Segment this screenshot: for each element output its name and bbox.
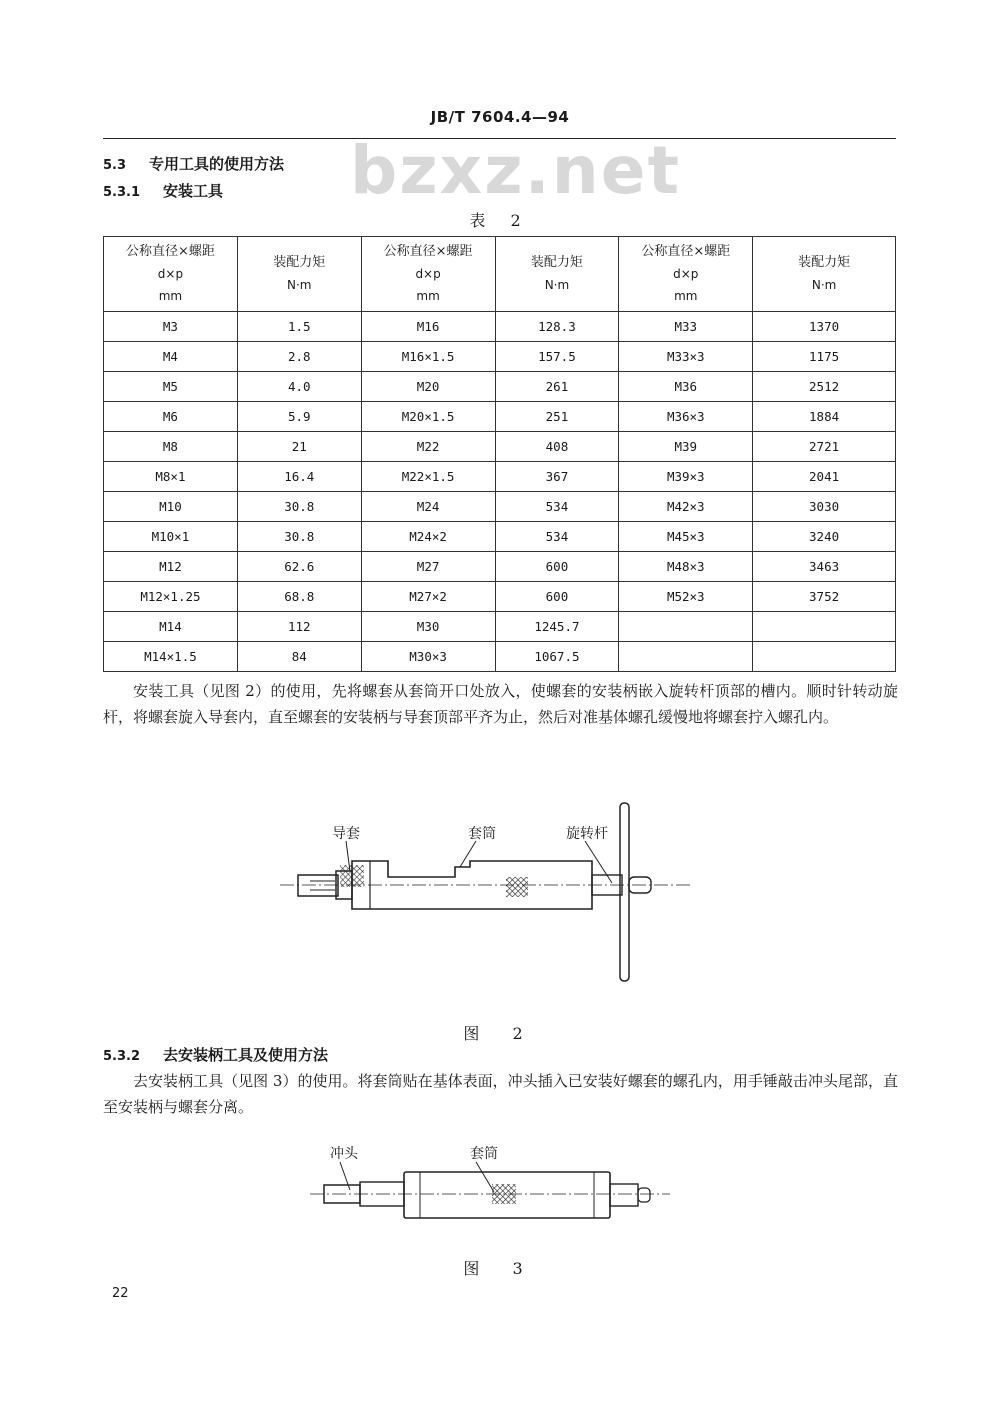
cell-torque: 3240: [753, 522, 896, 552]
cell-diameter: M30: [361, 612, 495, 642]
cell-torque: 84: [237, 642, 361, 672]
cell-diameter: M12×1.25: [104, 582, 238, 612]
cell-diameter: M48×3: [619, 552, 753, 582]
cell-torque: 1884: [753, 402, 896, 432]
cell-torque: 2041: [753, 462, 896, 492]
figure-2-caption: 图 2: [463, 1024, 537, 1043]
table-row: [104, 312, 896, 342]
table-row: [104, 522, 896, 552]
cell-torque: 5.9: [237, 402, 361, 432]
cell-torque: 1067.5: [495, 642, 619, 672]
cell-diameter: M8: [104, 432, 238, 462]
cell-diameter: M22×1.5: [361, 462, 495, 492]
cell-diameter: M4: [104, 342, 238, 372]
cell-diameter: M39: [619, 432, 753, 462]
cell-torque: 4.0: [237, 372, 361, 402]
table-row: [104, 552, 896, 582]
cell-diameter: M16×1.5: [361, 342, 495, 372]
cell-diameter: M33: [619, 312, 753, 342]
column-header-torque: [753, 237, 896, 312]
figure-2-drawing: [280, 795, 700, 995]
cell-diameter: M52×3: [619, 582, 753, 612]
cell-diameter: M36×3: [619, 402, 753, 432]
cell-diameter: [619, 612, 753, 642]
cell-diameter: M14×1.5: [104, 642, 238, 672]
cell-torque: 1.5: [237, 312, 361, 342]
header-unit: mm: [416, 289, 440, 303]
cell-diameter: M6: [104, 402, 238, 432]
header-text: 装配力矩: [273, 255, 326, 270]
figure-3-caption: 图 3: [463, 1259, 537, 1278]
cell-torque: 408: [495, 432, 619, 462]
header-unit: mm: [674, 289, 698, 303]
cell-torque: 30.8: [237, 492, 361, 522]
cell-diameter: M16: [361, 312, 495, 342]
cell-torque: 600: [495, 582, 619, 612]
cell-torque: 21: [237, 432, 361, 462]
cell-torque: 157.5: [495, 342, 619, 372]
table-row: [104, 582, 896, 612]
header-unit: N·m: [811, 278, 837, 292]
cell-torque: 534: [495, 492, 619, 522]
header-text: 公称直径×螺距: [383, 244, 473, 259]
figure-3-label-sleeve: 套筒: [470, 1146, 498, 1162]
cell-torque: [753, 642, 896, 672]
cell-torque: 3463: [753, 552, 896, 582]
cell-diameter: M10×1: [104, 522, 238, 552]
section-number: 5.3: [103, 158, 127, 173]
cell-diameter: M3: [104, 312, 238, 342]
figure-3-drawing: [310, 1140, 680, 1240]
cell-torque: 2.8: [237, 342, 361, 372]
column-header-diameter: [619, 237, 753, 312]
cell-diameter: M33×3: [619, 342, 753, 372]
table-header-row: [104, 237, 896, 312]
header-text: 公称直径×螺距: [641, 244, 731, 259]
header-unit: mm: [158, 289, 183, 303]
table-row: [104, 492, 896, 522]
table-row: [104, 342, 896, 372]
header-symbol: d×p: [673, 267, 699, 281]
cell-torque: 1245.7: [495, 612, 619, 642]
header-symbol: d×p: [415, 267, 441, 281]
section-title: 专用工具的使用方法: [149, 155, 285, 173]
table-caption: 表 2: [469, 211, 531, 230]
cell-torque: 68.8: [237, 582, 361, 612]
section-5-3-1-heading: [103, 180, 223, 201]
cell-torque: 2512: [753, 372, 896, 402]
cell-diameter: M45×3: [619, 522, 753, 552]
cell-torque: 1175: [753, 342, 896, 372]
cell-torque: 600: [495, 552, 619, 582]
cell-diameter: M22: [361, 432, 495, 462]
cell-diameter: M24: [361, 492, 495, 522]
cell-diameter: M14: [104, 612, 238, 642]
table-row: [104, 612, 896, 642]
cell-diameter: M12: [104, 552, 238, 582]
column-header-diameter: [104, 237, 238, 312]
table-row: [104, 432, 896, 462]
table-row: [104, 642, 896, 672]
cell-diameter: M27×2: [361, 582, 495, 612]
torque-table: [103, 236, 896, 672]
header-unit: N·m: [287, 278, 312, 292]
column-header-diameter: [361, 237, 495, 312]
header-text: 装配力矩: [798, 255, 851, 270]
watermark: bzxz.net: [350, 132, 682, 209]
figure-2-label-guide: 导套: [332, 826, 360, 842]
section-title: 安装工具: [163, 182, 224, 200]
cell-torque: 3030: [753, 492, 896, 522]
column-header-torque: [495, 237, 619, 312]
section-5-3-heading: [103, 153, 284, 174]
cell-diameter: M20: [361, 372, 495, 402]
cell-torque: 30.8: [237, 522, 361, 552]
cell-diameter: M10: [104, 492, 238, 522]
cell-diameter: M20×1.5: [361, 402, 495, 432]
header-unit: N·m: [544, 278, 570, 292]
cell-torque: 112: [237, 612, 361, 642]
cell-torque: 261: [495, 372, 619, 402]
cell-torque: 2721: [753, 432, 896, 462]
section-5-3-2-heading: [103, 1044, 328, 1065]
header-text: 装配力矩: [530, 255, 583, 270]
cell-torque: 367: [495, 462, 619, 492]
cell-torque: 251: [495, 402, 619, 432]
document-header-code: JB/T 7604.4—94: [430, 108, 570, 126]
cell-diameter: M36: [619, 372, 753, 402]
cell-diameter: M39×3: [619, 462, 753, 492]
column-header-torque: [237, 237, 361, 312]
cell-torque: 1370: [753, 312, 896, 342]
table-row: [104, 372, 896, 402]
cell-torque: 128.3: [495, 312, 619, 342]
cell-torque: 534: [495, 522, 619, 552]
table-row: [104, 402, 896, 432]
table-body: [104, 312, 896, 672]
remove-paragraph: 去安装柄工具（见图 3）的使用。将套筒贴在基体表面，冲头插入已安装好螺套的螺孔内，用手锤敲击冲头尾部，直至安装柄与螺套分离。: [103, 1072, 898, 1116]
figure-2-label-rod: 旋转杆: [566, 826, 608, 842]
table-row: [104, 462, 896, 492]
cell-diameter: M5: [104, 372, 238, 402]
cell-diameter: M27: [361, 552, 495, 582]
header-symbol: d×p: [157, 267, 184, 281]
figure-3-label-punch: 冲头: [330, 1146, 358, 1162]
cell-torque: 62.6: [237, 552, 361, 582]
page-number: 22: [112, 1286, 129, 1301]
header-text: 公称直径×螺距: [125, 244, 215, 259]
cell-torque: 16.4: [237, 462, 361, 492]
install-paragraph: 安装工具（见图 2）的使用，先将螺套从套筒开口处放入，使螺套的安装柄嵌入旋转杆顶部的槽内。顺时针转动旋杆，将螺套旋入导套内，直至螺套的安装柄与导套顶部平齐为止，然后对准基体螺孔缓慢地将螺套拧入螺孔内。: [103, 682, 898, 726]
cell-diameter: M8×1: [104, 462, 238, 492]
cell-torque: 3752: [753, 582, 896, 612]
cell-diameter: M24×2: [361, 522, 495, 552]
section-title: 去安装柄工具及使用方法: [163, 1046, 329, 1064]
figure-2-label-sleeve: 套筒: [468, 826, 496, 842]
cell-diameter: M42×3: [619, 492, 753, 522]
section-number: 5.3.1: [103, 185, 141, 200]
section-number: 5.3.2: [103, 1049, 141, 1064]
cell-diameter: M30×3: [361, 642, 495, 672]
cell-torque: [753, 612, 896, 642]
cell-diameter: [619, 642, 753, 672]
